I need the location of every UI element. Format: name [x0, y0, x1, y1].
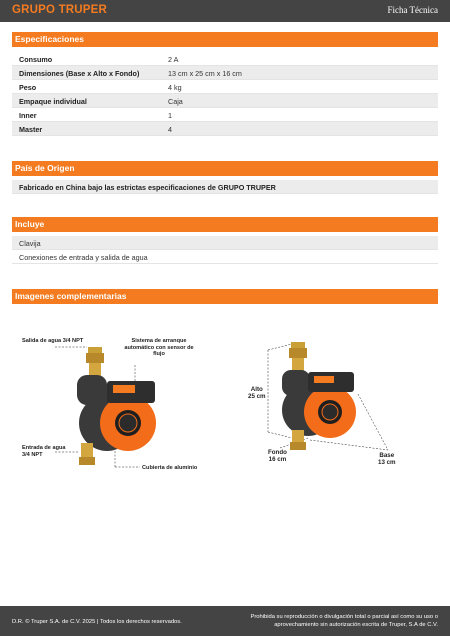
origin-row [12, 180, 438, 194]
spec-value: 2 A [168, 55, 179, 64]
dim-depth-value: 16 cm [268, 456, 287, 464]
dim-base-value: 13 cm [378, 459, 396, 467]
callout-cover: Cubierta de aluminio [142, 465, 198, 471]
include-row [12, 250, 438, 264]
section-images-title: Imagenes complementarias [12, 289, 438, 304]
origin-text: Fabricado en China bajo las estrictas especificaciones de GRUPO TRUPER [19, 183, 276, 192]
footer-bar [0, 606, 450, 636]
include-row [12, 236, 438, 250]
spec-row [12, 66, 438, 80]
spec-key: Empaque individual [19, 97, 87, 106]
callout-inlet: Entrada de agua 3/4 NPT [22, 445, 66, 458]
include-item: Clavija [19, 239, 41, 248]
spec-value: 1 [168, 111, 172, 120]
spec-value: 4 [168, 125, 172, 134]
spec-row [12, 80, 438, 94]
section-specs-title: Especificaciones [12, 32, 438, 47]
spec-value: 13 cm x 25 cm x 16 cm [168, 69, 242, 78]
spec-key: Master [19, 125, 43, 134]
dim-depth [268, 449, 287, 464]
spec-row [12, 94, 438, 108]
footer-copyright: D.R. © Truper S.A. de C.V. 2025 | Todos los derechos reservados. [12, 619, 182, 625]
spec-value: 4 kg [168, 83, 182, 92]
spec-key: Consumo [19, 55, 53, 64]
include-item: Conexiones de entrada y salida de agua [19, 253, 148, 262]
document-type: Ficha Técnica [387, 5, 438, 15]
spec-row [12, 108, 438, 122]
spec-key: Inner [19, 111, 37, 120]
spec-key: Dimensiones (Base x Alto x Fondo) [19, 69, 140, 78]
spec-row [12, 122, 438, 136]
spec-value: Caja [168, 97, 183, 106]
footer-legal-line: Prohibida su reproducción o divulgación total o parcial así como su uso o [250, 614, 438, 620]
dim-height-label: Alto [250, 386, 263, 393]
footer-legal-line: aprovechamiento sin autorización escrita de Truper, S.A de C.V. [274, 621, 438, 628]
dim-base [378, 452, 396, 467]
footer-legal [250, 614, 438, 630]
dim-height-value: 25 cm [248, 393, 266, 401]
brand-logo: GRUPO TRUPER [12, 4, 108, 16]
callout-outlet: Salida de agua 3/4 NPT [22, 338, 84, 344]
section-origin-title: País de Origen [12, 161, 438, 176]
dim-base-label: Base [379, 452, 395, 459]
spec-key: Peso [19, 83, 37, 92]
header-bar [0, 0, 450, 22]
dim-depth-label: Fondo [268, 449, 287, 456]
section-includes-title: Incluye [12, 217, 438, 232]
callout-start-system: Sistema de arranque automático con sensor de flujo [124, 338, 194, 358]
dim-height [248, 386, 266, 401]
spec-row [12, 52, 438, 66]
